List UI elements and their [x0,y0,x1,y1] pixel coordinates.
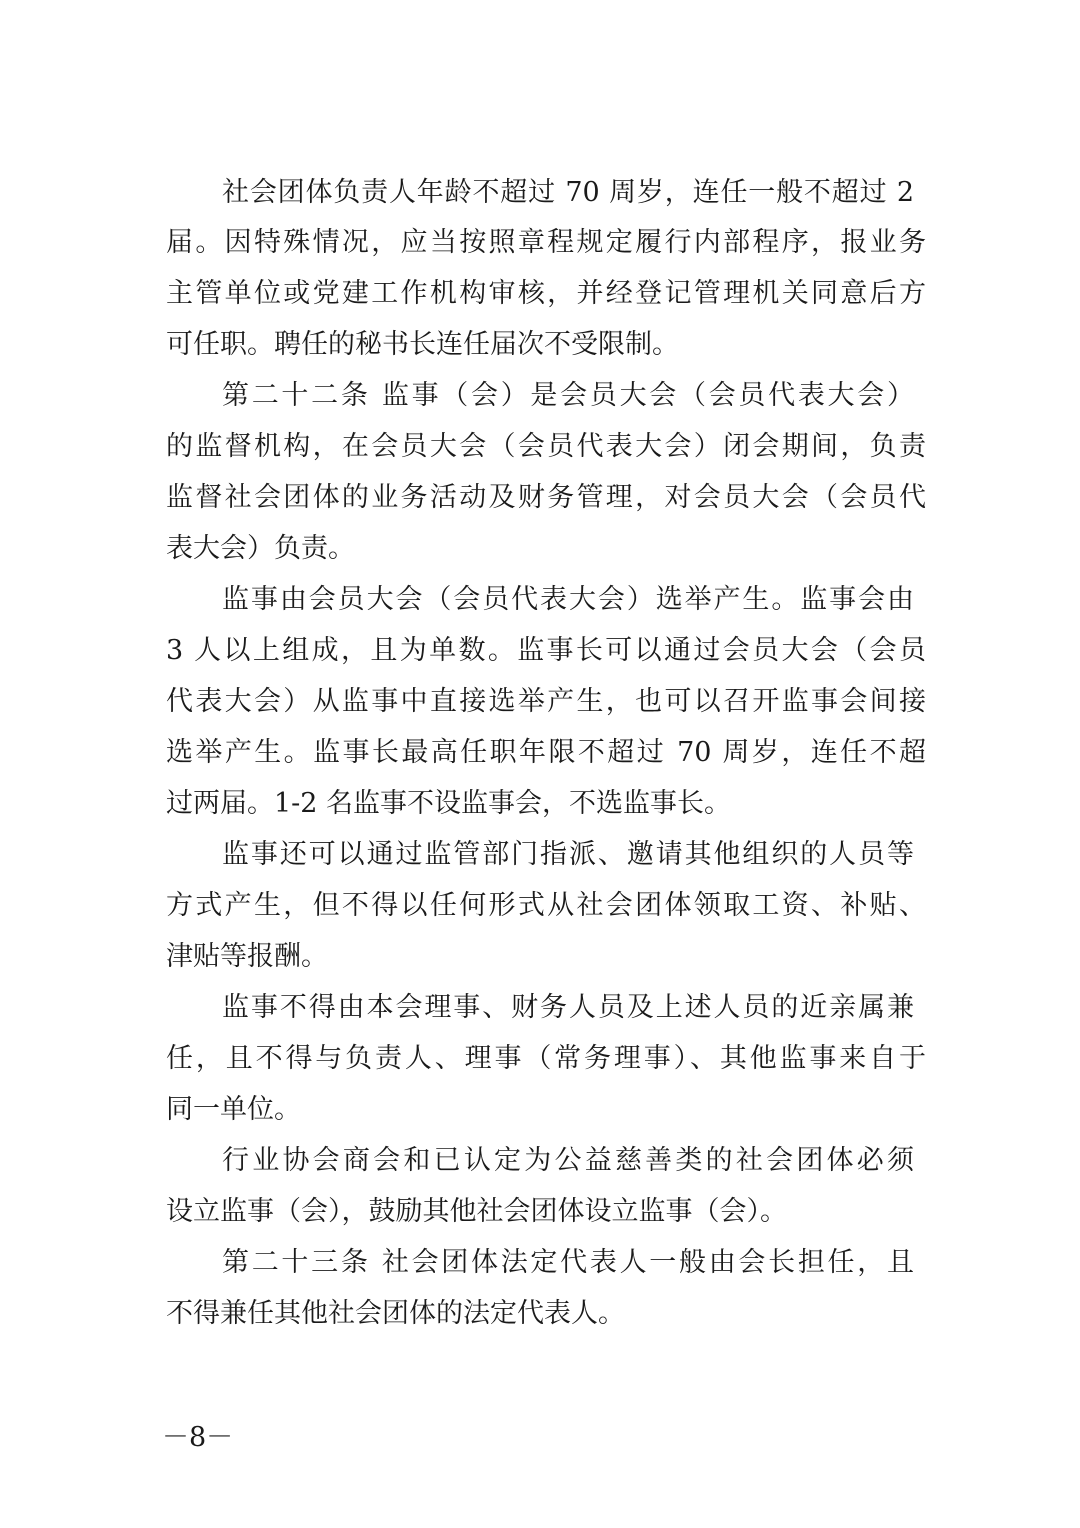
text-line: 可任职。聘任的秘书长连任届次不受限制。 [166,329,679,360]
text-line: 任，且不得与负责人、理事（常务理事）、其他监事来自于 [166,1043,926,1074]
text-line: 第二十二条 监事（会）是会员大会（会员代表大会） [222,380,914,411]
text-line: 同一单位。 [166,1094,301,1125]
text-line: 监事还可以通过监管部门指派、邀请其他组织的人员等 [222,839,914,870]
text-line: 第二十三条 社会团体法定代表人一般由会长担任，且 [222,1247,914,1278]
text-line: 过两届。1-2 名监事不设监事会，不选监事长。 [166,788,732,819]
text-line: 选举产生。监事长最高任职年限不超过 70 周岁，连任不超 [166,737,926,768]
text-line: 的监督机构，在会员大会（会员代表大会）闭会期间，负责 [166,431,926,462]
text-line: 设立监事（会），鼓励其他社会团体设立监事（会）。 [166,1196,787,1227]
text-line: 3 人以上组成，且为单数。监事长可以通过会员大会（会员 [166,635,926,666]
text-line: 津贴等报酬。 [166,941,328,972]
page-number: －8－ [162,1422,234,1453]
text-line: 社会团体负责人年龄不超过 70 周岁，连任一般不超过 2 [222,177,914,208]
text-line: 监事由会员大会（会员代表大会）选举产生。监事会由 [222,584,914,615]
text-line: 方式产生，但不得以任何形式从社会团体领取工资、补贴、 [166,890,926,921]
text-line: 主管单位或党建工作机构审核，并经登记管理机关同意后方 [166,278,926,309]
text-line: 代表大会）从监事中直接选举产生，也可以召开监事会间接 [166,686,926,717]
text-line: 不得兼任其他社会团体的法定代表人。 [166,1298,625,1329]
text-line: 监事不得由本会理事、财务人员及上述人员的近亲属兼 [222,992,914,1023]
text-line: 监督社会团体的业务活动及财务管理，对会员大会（会员代 [166,482,926,513]
text-line: 届。因特殊情况，应当按照章程规定履行内部程序，报业务 [166,227,926,258]
text-line: 行业协会商会和已认定为公益慈善类的社会团体必须 [222,1145,914,1176]
text-line: 表大会）负责。 [166,533,355,564]
